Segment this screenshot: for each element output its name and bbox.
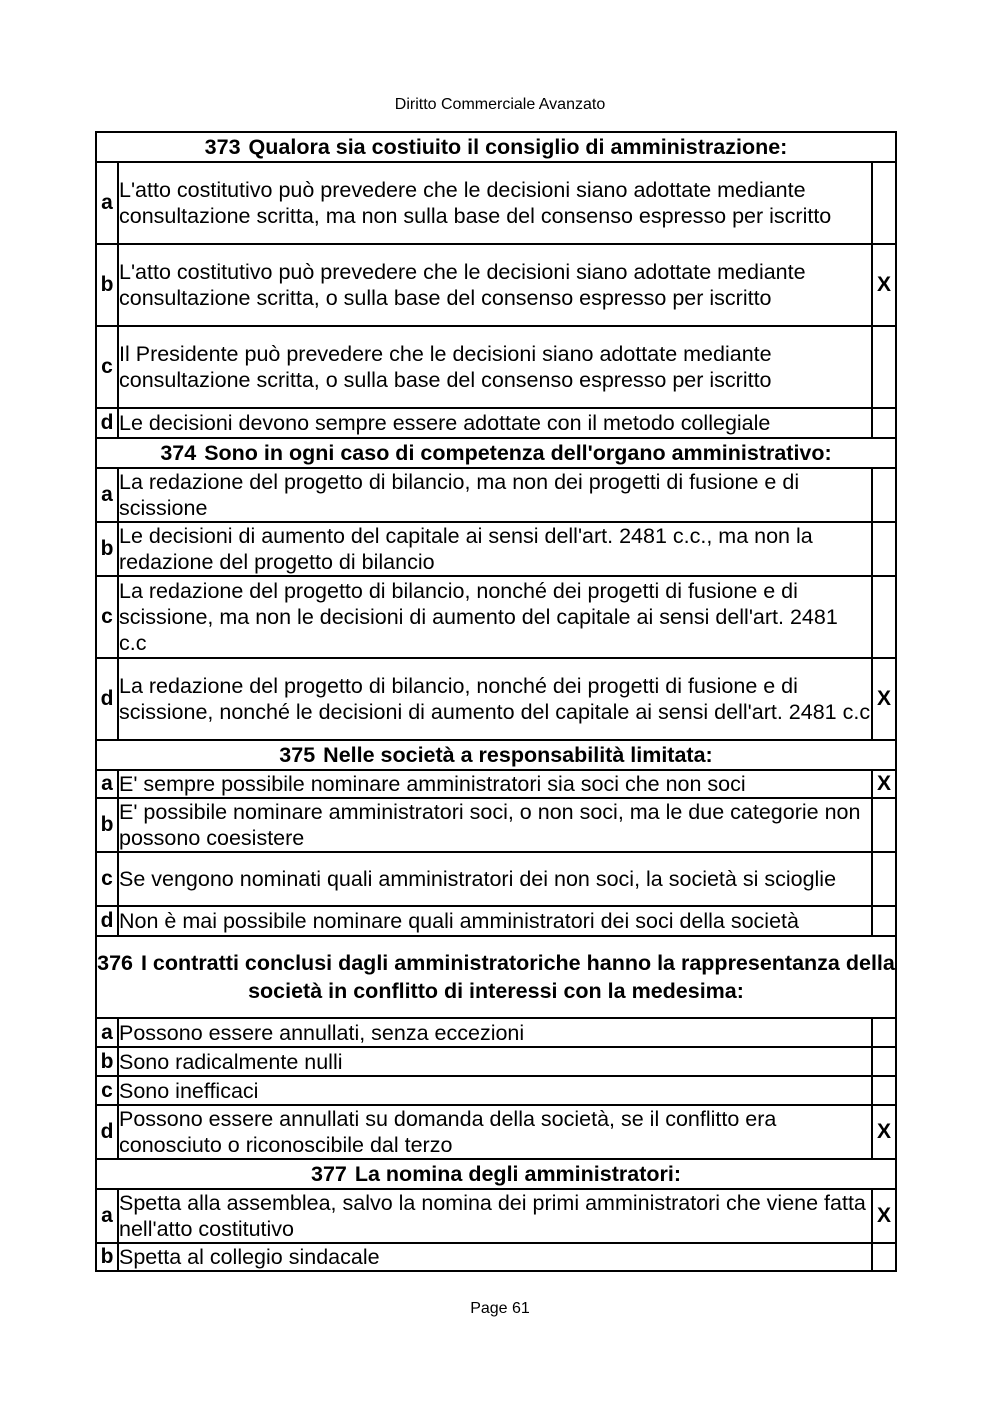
question-text: Nelle società a responsabilità limitata: — [323, 743, 713, 767]
question-header — [96, 438, 896, 468]
correct-answer-mark — [872, 1243, 896, 1271]
answer-letter: a — [96, 770, 118, 798]
answer-text: Possono essere annullati su domanda della società, se il conflitto era conosciuto o riconoscibile dal terzo — [118, 1105, 872, 1159]
correct-answer-mark — [872, 162, 896, 244]
answer-text: Le decisioni devono sempre essere adottate con il metodo collegiale — [118, 408, 872, 438]
question-text: Sono in ogni caso di competenza dell'organo amministrativo: — [204, 441, 832, 465]
answer-letter: c — [96, 852, 118, 906]
question-number: 377 — [310, 1162, 347, 1186]
answer-letter: b — [96, 798, 118, 852]
correct-answer-mark — [872, 576, 896, 658]
answer-letter: a — [96, 1189, 118, 1243]
question-header-row — [96, 1159, 896, 1189]
correct-answer-mark — [872, 906, 896, 936]
answer-row — [96, 576, 896, 658]
answer-letter: b — [96, 522, 118, 576]
answer-row — [96, 326, 896, 408]
answer-letter: a — [96, 162, 118, 244]
quiz-table — [95, 131, 897, 1272]
question-number: 375 — [279, 743, 316, 767]
answer-text: E' possibile nominare amministratori soci, o non soci, ma le due categorie non possono coesistere — [118, 798, 872, 852]
correct-answer-mark — [872, 1076, 896, 1105]
question-header-row — [96, 438, 896, 468]
answer-text: Possono essere annullati, senza eccezioni — [118, 1018, 872, 1047]
answer-letter: b — [96, 244, 118, 326]
answer-row — [96, 1105, 896, 1159]
question-header — [96, 132, 896, 162]
answer-letter: d — [96, 408, 118, 438]
question-text: Qualora sia costiuito il consiglio di amministrazione: — [248, 135, 788, 159]
answer-letter: d — [96, 658, 118, 740]
answer-text: Il Presidente può prevedere che le decisioni siano adottate mediante consultazione scritta, o sulla base del consenso espresso per iscritto — [118, 326, 872, 408]
answer-letter: a — [96, 468, 118, 522]
answer-text: Se vengono nominati quali amministratori dei non soci, la società si scioglie — [118, 852, 872, 906]
answer-text: L'atto costitutivo può prevedere che le decisioni siano adottate mediante consultazione scritta, o sulla base del consenso espresso per iscritto — [118, 244, 872, 326]
answer-row — [96, 1018, 896, 1047]
answer-row — [96, 770, 896, 798]
answer-text: Spetta al collegio sindacale — [118, 1243, 872, 1271]
answer-text: La redazione del progetto di bilancio, ma non dei progetti di fusione e di scissione — [118, 468, 872, 522]
answer-text: Sono radicalmente nulli — [118, 1047, 872, 1076]
question-text: La nomina degli amministratori: — [354, 1162, 681, 1186]
answer-letter: c — [96, 576, 118, 658]
answer-row — [96, 1076, 896, 1105]
answer-text: La redazione del progetto di bilancio, nonché dei progetti di fusione e di scissione, nonché le decisioni di aumento del capitale ai sensi dell'art. 2481 c.c — [118, 658, 872, 740]
question-number: 374 — [160, 441, 197, 465]
correct-answer-mark — [872, 522, 896, 576]
correct-answer-mark — [872, 326, 896, 408]
answer-letter: a — [96, 1018, 118, 1047]
correct-answer-mark — [872, 408, 896, 438]
question-header — [96, 740, 896, 770]
answer-row — [96, 244, 896, 326]
answer-row — [96, 658, 896, 740]
correct-answer-mark — [872, 1047, 896, 1076]
answer-letter: d — [96, 1105, 118, 1159]
answer-row — [96, 408, 896, 438]
question-header-row — [96, 740, 896, 770]
answer-row — [96, 522, 896, 576]
correct-answer-mark: X — [872, 770, 896, 798]
answer-row — [96, 798, 896, 852]
question-header-row — [96, 936, 896, 1018]
question-header — [96, 1159, 896, 1189]
correct-answer-mark — [872, 468, 896, 522]
correct-answer-mark: X — [872, 1189, 896, 1243]
answer-text: Sono inefficaci — [118, 1076, 872, 1105]
correct-answer-mark: X — [872, 244, 896, 326]
answer-row — [96, 468, 896, 522]
answer-text: Le decisioni di aumento del capitale ai sensi dell'art. 2481 c.c., ma non la redazione del progetto di bilancio — [118, 522, 872, 576]
answer-row — [96, 1189, 896, 1243]
answer-text: La redazione del progetto di bilancio, nonché dei progetti di fusione e di scissione, ma non le decisioni di aumento del capitale ai sensi dell'art. 2481 c.c — [118, 576, 872, 658]
correct-answer-mark: X — [872, 658, 896, 740]
answer-text: E' sempre possibile nominare amministratori sia soci che non soci — [118, 770, 872, 798]
question-number: 373 — [204, 135, 241, 159]
answer-row — [96, 1243, 896, 1271]
correct-answer-mark: X — [872, 1105, 896, 1159]
answer-text: L'atto costitutivo può prevedere che le decisioni siano adottate mediante consultazione scritta, ma non sulla base del consenso espresso per iscritto — [118, 162, 872, 244]
question-header-row — [96, 132, 896, 162]
correct-answer-mark — [872, 852, 896, 906]
question-header — [96, 936, 896, 1018]
answer-letter: d — [96, 906, 118, 936]
correct-answer-mark — [872, 1018, 896, 1047]
answer-letter: c — [96, 326, 118, 408]
correct-answer-mark — [872, 798, 896, 852]
answer-letter: b — [96, 1047, 118, 1076]
answer-letter: b — [96, 1243, 118, 1271]
answer-text: Spetta alla assemblea, salvo la nomina dei primi amministratori che viene fatta nell'atto costitutivo — [118, 1189, 872, 1243]
question-number: 376 — [97, 951, 133, 975]
question-text: I contratti conclusi dagli amministratoriche hanno la rappresentanza della società in conflitto di interessi con la medesima: — [140, 951, 895, 1003]
answer-row — [96, 906, 896, 936]
answer-row — [96, 852, 896, 906]
answer-letter: c — [96, 1076, 118, 1105]
answer-text: Non è mai possibile nominare quali amministratori dei soci della società — [118, 906, 872, 936]
document-header: Diritto Commerciale Avanzato — [394, 96, 606, 113]
answer-row — [96, 162, 896, 244]
answer-row — [96, 1047, 896, 1076]
page-number: Page 61 — [470, 1300, 530, 1317]
